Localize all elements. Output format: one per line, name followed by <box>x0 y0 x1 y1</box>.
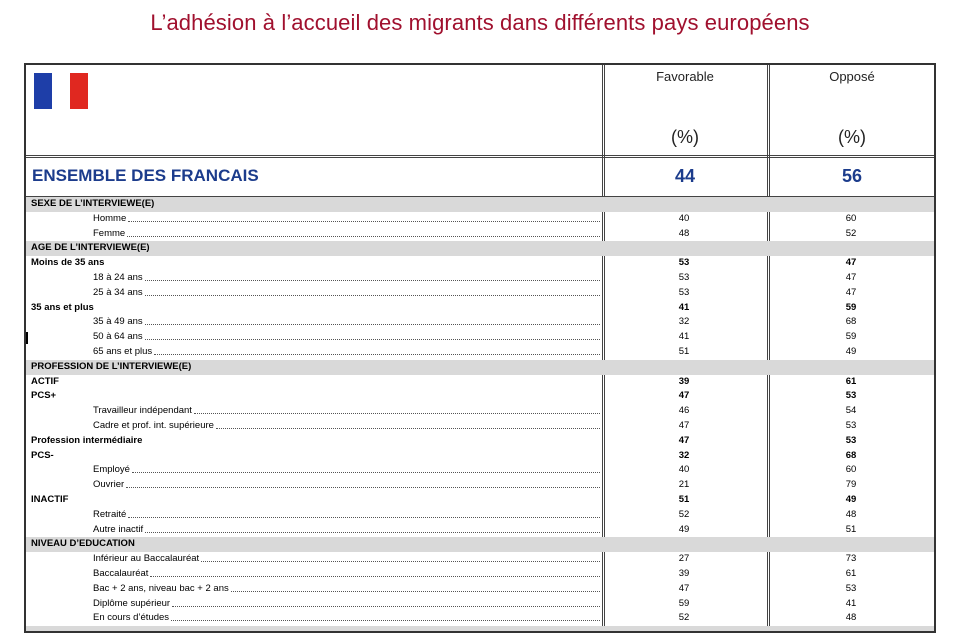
oppose-value: 61 <box>845 567 857 579</box>
favorable-value: 52 <box>678 612 690 624</box>
favorable-value: 39 <box>678 567 690 579</box>
row-label: Inférieur au Baccalauréat <box>93 553 200 565</box>
oppose-value: 53 <box>845 582 857 594</box>
page-title: L’adhésion à l’accueil des migrants dans différents pays européens <box>150 10 810 35</box>
leader-dots <box>126 487 600 488</box>
header-divider <box>26 155 934 158</box>
oppose-value: 47 <box>845 271 857 283</box>
leader-dots <box>145 295 600 296</box>
section-row <box>26 626 934 633</box>
section-row <box>26 241 934 256</box>
france-flag-icon <box>34 73 88 109</box>
row-label: 18 à 24 ans <box>93 271 143 283</box>
row-label: ACTIF <box>31 375 59 387</box>
table-row <box>26 523 934 538</box>
oppose-value: 49 <box>845 493 857 505</box>
table-row <box>26 256 934 271</box>
favorable-value: 47 <box>678 390 690 402</box>
favorable-unit: (%) <box>671 127 699 147</box>
favorable-value: 49 <box>678 523 690 535</box>
section-row <box>26 360 934 375</box>
favorable-value: 52 <box>678 508 690 520</box>
results-table <box>24 63 936 633</box>
favorable-value: 32 <box>678 316 690 328</box>
oppose-value: 53 <box>845 390 857 402</box>
favorable-value: 53 <box>678 286 690 298</box>
favorable-value: 32 <box>678 449 690 461</box>
row-label: Retraité <box>93 508 127 520</box>
table-row <box>26 419 934 434</box>
table-row <box>26 271 934 286</box>
oppose-value: 68 <box>845 316 857 328</box>
row-label: Femme <box>93 227 126 239</box>
leader-dots <box>150 576 600 577</box>
leader-dots <box>132 472 600 473</box>
leader-dots <box>128 517 600 518</box>
table-row <box>26 315 934 330</box>
oppose-value: 47 <box>845 286 857 298</box>
row-label: Moins de 35 ans <box>31 257 105 269</box>
favorable-value: 51 <box>678 345 690 357</box>
table-row <box>26 567 934 582</box>
row-label: 35 à 49 ans <box>93 316 143 328</box>
oppose-value: 53 <box>845 434 857 446</box>
section-row <box>26 537 934 552</box>
ensemble-label: ENSEMBLE DES FRANCAIS <box>32 166 259 185</box>
oppose-value: 53 <box>845 419 857 431</box>
leader-dots <box>194 413 600 414</box>
favorable-value: 53 <box>678 257 690 269</box>
text-cursor <box>26 332 28 344</box>
oppose-value: 68 <box>845 449 857 461</box>
row-label: PCS+ <box>31 390 57 402</box>
row-label: Homme <box>93 212 127 224</box>
favorable-value: 59 <box>678 597 690 609</box>
row-label: Employé <box>93 464 130 476</box>
favorable-value: 41 <box>678 331 690 343</box>
oppose-value: 49 <box>845 345 857 357</box>
table-row <box>26 286 934 301</box>
table-row <box>26 434 934 449</box>
row-label: 25 à 34 ans <box>93 286 143 298</box>
oppose-value: 61 <box>845 375 857 387</box>
leader-dots <box>172 606 600 607</box>
leader-dots <box>171 620 600 621</box>
row-label: 50 à 64 ans <box>93 331 143 343</box>
table-row <box>26 463 934 478</box>
table-row <box>26 508 934 523</box>
table-row <box>26 478 934 493</box>
favorable-value: 48 <box>678 227 690 239</box>
favorable-value: 40 <box>678 212 690 224</box>
table-body <box>26 197 934 633</box>
leader-dots <box>128 221 600 222</box>
leader-dots <box>201 561 600 562</box>
leader-dots <box>216 428 600 429</box>
leader-dots <box>145 324 600 325</box>
table-row <box>26 389 934 404</box>
oppose-header: Opposé <box>829 69 875 84</box>
favorable-value: 40 <box>678 464 690 476</box>
oppose-value: 51 <box>845 523 857 535</box>
table-row <box>26 301 934 316</box>
favorable-header: Favorable <box>656 69 714 84</box>
favorable-value: 39 <box>678 375 690 387</box>
oppose-value: 73 <box>845 553 857 565</box>
leader-dots <box>145 280 600 281</box>
row-label: Bac + 2 ans, niveau bac + 2 ans <box>93 582 229 594</box>
leader-dots <box>231 591 600 592</box>
oppose-value: 60 <box>845 464 857 476</box>
row-label: NIVEAU D’EDUCATION <box>31 538 135 550</box>
oppose-unit: (%) <box>838 127 866 147</box>
table-row <box>26 212 934 227</box>
row-label: Baccalauréat <box>93 567 149 579</box>
table-row <box>26 375 934 390</box>
leader-dots <box>145 339 600 340</box>
favorable-value: 51 <box>678 493 690 505</box>
favorable-value: 47 <box>678 419 690 431</box>
oppose-value: 48 <box>845 508 857 520</box>
row-label: Cadre et prof. int. supérieure <box>93 419 214 431</box>
row-label: 35 ans et plus <box>31 301 94 313</box>
table-row <box>26 552 934 567</box>
table-row <box>26 611 934 626</box>
favorable-value: 46 <box>678 405 690 417</box>
row-label: Ouvrier <box>93 479 125 491</box>
row-label: Diplôme supérieur <box>93 597 171 609</box>
table-row <box>26 227 934 242</box>
row-label: 65 ans et plus <box>93 345 153 357</box>
favorable-value: 27 <box>678 553 690 565</box>
row-label: INACTIF <box>31 493 69 505</box>
table-row <box>26 493 934 508</box>
oppose-value: 54 <box>845 405 857 417</box>
oppose-value: 47 <box>845 257 857 269</box>
oppose-value: 59 <box>845 301 857 313</box>
table-row <box>26 582 934 597</box>
favorable-value: 53 <box>678 271 690 283</box>
ensemble-oppose: 56 <box>841 166 863 186</box>
row-label: AGE DE L’INTERVIEWE(E) <box>31 242 150 254</box>
ensemble-favorable: 44 <box>674 166 696 186</box>
table-row <box>26 449 934 464</box>
favorable-value: 21 <box>678 479 690 491</box>
row-label: Autre inactif <box>93 523 144 535</box>
row-label: Profession intermédiaire <box>31 434 143 446</box>
row-label: En cours d’études <box>93 612 170 624</box>
favorable-value: 47 <box>678 434 690 446</box>
leader-dots <box>145 532 600 533</box>
section-row <box>26 197 934 212</box>
row-label: PROFESSION DE L’INTERVIEWE(E) <box>31 360 192 372</box>
oppose-value: 60 <box>845 212 857 224</box>
table-row <box>26 345 934 360</box>
table-row <box>26 404 934 419</box>
row-label: PCS- <box>31 449 54 461</box>
leader-dots <box>127 236 600 237</box>
favorable-value: 41 <box>678 301 690 313</box>
table-row <box>26 597 934 612</box>
leader-dots <box>154 354 600 355</box>
oppose-value: 41 <box>845 597 857 609</box>
oppose-value: 52 <box>845 227 857 239</box>
oppose-value: 48 <box>845 612 857 624</box>
favorable-value: 47 <box>678 582 690 594</box>
row-label: SEXE DE L’INTERVIEWE(E) <box>31 198 155 209</box>
oppose-value: 59 <box>845 331 857 343</box>
row-label: Travailleur indépendant <box>93 405 192 417</box>
table-row <box>26 330 934 345</box>
oppose-value: 79 <box>845 479 857 491</box>
